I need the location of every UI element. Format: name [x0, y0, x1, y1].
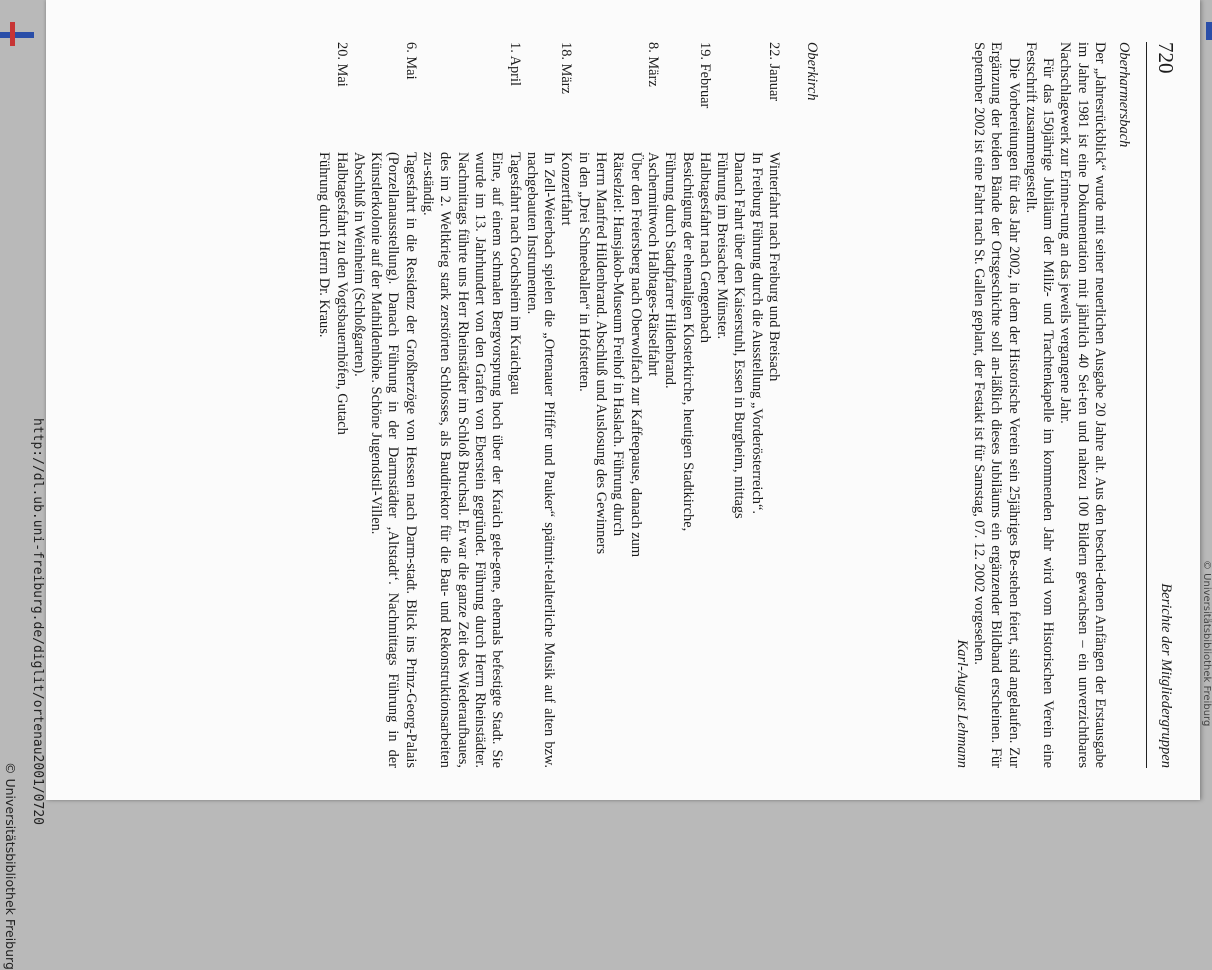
scanned-page — [46, 0, 1200, 800]
event-line: In Freiburg Führung durch die Ausstellung „Vorderösterreich“. — [748, 152, 765, 514]
event-line: Tagesfahrt nach Gochsheim im Kraichgau — [506, 152, 523, 395]
event-item — [713, 42, 782, 768]
event-line: Konzertfahrt — [558, 152, 575, 226]
section-title-oberkirch: Oberkirch — [804, 42, 820, 101]
event-item — [523, 42, 575, 768]
event-line: Rätselziel: Hansjakob-Museum Freihof in Haslach. Führung durch — [610, 152, 627, 537]
event-date: 6. Mai — [402, 42, 419, 80]
section-title-oberharmersbach: Oberharmersbach — [1116, 42, 1132, 148]
event-line: Aschermittwoch Halbtages-Rätselfahrt — [644, 152, 661, 377]
copyright-notice: © Universitätsbibliothek Freiburg — [3, 762, 18, 970]
running-head: Berichte der Mitgliedergruppen — [1158, 583, 1174, 768]
color-calibration-marker — [0, 22, 34, 46]
event-line: Führung durch Herrn Dr. Kraus. — [316, 152, 333, 338]
page-content — [46, 0, 1200, 800]
event-line: Halbtagesfahrt zu den Vogtsbauernhöfen, Gutach — [333, 152, 350, 435]
event-date: 18. März — [558, 42, 575, 94]
author-signature: Karl-August Lehmann — [953, 639, 970, 768]
event-date: 1. April — [506, 42, 523, 86]
source-url[interactable]: http://dl.ub.uni-freiburg.de/diglit/ortenau2001/0720 — [30, 418, 45, 825]
color-calibration-marker-right — [1200, 22, 1212, 40]
page-header — [1148, 42, 1178, 768]
paragraph: Die Vorbereitungen für das Jahr 2002, in dem der Historische Verein sein 25jähriges Be-stehen feiert, sind angelaufen. Zur Ergänzung der beiden Bände der Ortsgeschichte soll an-läßlich dieses Jubiläums ein ergänzender Bildband erscheinen. Für September 2002 ist eine Fahrt nach St. Gallen geplant, der Festakt ist für Samstag, 07. 12. 2002 vorgesehen. — [970, 42, 1022, 768]
event-line: Besichtigung der ehemaligen Klosterkirche, heutigen Stadtkirche, — [679, 152, 696, 532]
event-line: Führung durch Stadtpfarrer Hildenbrand. — [662, 152, 679, 389]
paragraph: Der „Jahresrückblick“ wurde mit seiner neuerlichen Ausgabe 20 Jahre alt. Aus den beschei-denen Anfängen der Erstausgabe im Jahre 1981 ist eine Dokumentation mit jährlich 40 Sei-ten und nahezu 100 Bildern gewachsen – ein unverzichtbares Nachschlagewerk zur Erinne-rung an das jeweils vergangene Jahr. — [1057, 42, 1108, 768]
event-item — [315, 42, 350, 768]
event-line: Über den Freiersberg nach Oberwolfach zur Kaffeepause, danach zum — [627, 152, 644, 558]
event-line: Abschluß in Weinheim (Schloßgarten). — [350, 152, 367, 377]
event-item — [574, 42, 660, 768]
header-rule — [1146, 42, 1147, 768]
event-item — [350, 42, 419, 768]
event-item — [661, 42, 713, 768]
event-line: in den „Drei Schneeballen“ in Hofstetten. — [575, 152, 592, 392]
event-line: Tagesfahrt in die Residenz der Großherzöge von Hessen nach Darm-stadt. Blick ins Prinz-Georg-Palais (Porzellanausstellung). Danach Führung in der Darmstädter ‚Altstadt‘. Nachmittags Führung in der Künstlerkolonie auf der Mathildenhöhe. Schöne Jugendstil-Villen. — [368, 152, 419, 768]
event-line: Winterfahrt nach Freiburg und Breisach — [766, 152, 782, 382]
event-line: Danach Fahrt über den Kaiserstuhl, Essen in Burgheim, mittags — [731, 152, 748, 519]
event-line: Eine, auf einem schmalen Bergvorsprung hoch über der Kraich gele-gene, ehemals befestigte Stadt. Sie wurde im 13. Jahrhundert von den Grafen von Eberstein gegründet. Führung durch Herrn Rheinstädter. Nachmittags führte uns Herr Rheinstädter im Schloß Bruchsal. Er war die ganze Zeit des Wiederaufbaues, des im 2. Weltkrieg stark zerstörten Schlosses, als Baudirektor für die Bau- und Rekonstruktionsarbeiten zu-ständig. — [420, 152, 506, 768]
event-line: Halbtagesfahrt nach Gengenbach — [696, 152, 713, 343]
event-date: 8. März — [644, 42, 661, 87]
event-line: In Zell-Weierbach spielen die „Ortenauer Pfiffer und Pauker“ spätmit-telalterliche Musik auf alten bzw. nachgebauten Instrumenten. — [523, 152, 558, 768]
event-line: Führung im Breisacher Münster. — [714, 152, 731, 340]
event-date: 19. Februar — [696, 42, 713, 109]
paragraph: Für das 150jährige Jubiläum der Miliz- und Trachtenkapelle im kommenden Jahr wird vom Historischen Verein eine Festschrift zusammengestellt. — [1022, 42, 1057, 768]
right-edge-copyright: © Universitätsbibliothek Freiburg — [1201, 560, 1212, 727]
event-list — [315, 42, 782, 768]
page-number: 720 — [1154, 42, 1178, 74]
event-date: 20. Mai — [333, 42, 350, 87]
event-item — [419, 42, 523, 768]
section-body-oberharmersbach — [952, 42, 1108, 768]
event-date: 22. Januar — [766, 42, 782, 102]
event-line: Herrn Manfred Hildenbrand. Abschluß und Auslosung des Gewinners — [593, 152, 610, 555]
